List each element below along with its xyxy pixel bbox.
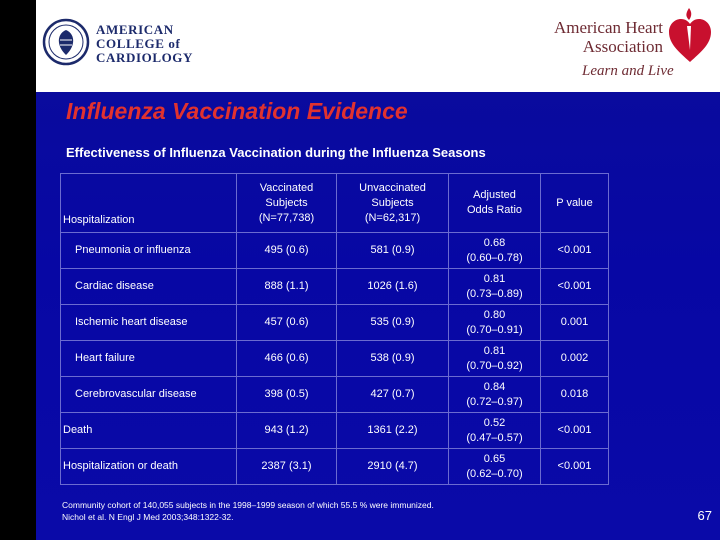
odds-ratio-value: 0.65 [483, 452, 506, 465]
acc-line-2: COLLEGE of [96, 36, 181, 51]
header-hospitalization: Hospitalization [61, 174, 237, 233]
table-header-row [61, 174, 609, 233]
acc-line-3: CARDIOLOGY [96, 50, 194, 65]
unvaccinated-cell: 2910 (4.7) [337, 449, 449, 485]
odds-ratio-cell [449, 413, 541, 449]
footnote-line: Community cohort of 140,055 subjects in the 1998–1999 season of which 55.5 % were immunized. [62, 500, 434, 510]
confidence-interval: (0.70–0.92) [466, 359, 523, 372]
row-label: Heart failure [61, 341, 237, 377]
odds-ratio-cell [449, 341, 541, 377]
unvaccinated-cell: 581 (0.9) [337, 233, 449, 269]
odds-ratio-cell [449, 449, 541, 485]
row-label: Ischemic heart disease [61, 305, 237, 341]
header-or-line: Adjusted [473, 189, 516, 201]
table-row [61, 341, 609, 377]
aha-logo [540, 6, 715, 84]
vaccinated-cell: 943 (1.2) [237, 413, 337, 449]
unvaccinated-cell: 1026 (1.6) [337, 269, 449, 305]
header-vaccinated-line: (N=77,738) [258, 211, 315, 224]
odds-ratio-value: 0.81 [483, 344, 506, 357]
p-value-cell: 0.001 [541, 305, 609, 341]
unvaccinated-cell: 427 (0.7) [337, 377, 449, 413]
table-row [61, 449, 609, 485]
table-row [61, 233, 609, 269]
header-vaccinated-line: Subjects [265, 196, 308, 209]
acc-wordmark [96, 23, 193, 65]
slide-title: Influenza Vaccination Evidence [66, 98, 408, 124]
confidence-interval: (0.62–0.70) [466, 467, 523, 480]
acc-logo [42, 18, 202, 70]
odds-ratio-cell [449, 305, 541, 341]
unvaccinated-cell: 535 (0.9) [337, 305, 449, 341]
confidence-interval: (0.47–0.57) [466, 431, 523, 444]
header-unvaccinated-line: Unvaccinated [359, 181, 426, 194]
row-label: Death [61, 413, 237, 449]
header-adjusted-odds-ratio [449, 174, 541, 233]
header-unvaccinated [337, 174, 449, 233]
p-value-cell: <0.001 [541, 449, 609, 485]
confidence-interval: (0.70–0.91) [466, 323, 523, 336]
aha-tagline: Learn and Live [582, 63, 674, 79]
odds-ratio-value: 0.80 [483, 308, 506, 321]
row-label: Pneumonia or influenza [61, 233, 237, 269]
table-row [61, 305, 609, 341]
vaccinated-cell: 466 (0.6) [237, 341, 337, 377]
vaccinated-cell: 398 (0.5) [237, 377, 337, 413]
table-row [61, 377, 609, 413]
odds-ratio-value: 0.84 [483, 380, 506, 393]
odds-ratio-cell [449, 377, 541, 413]
p-value-cell: 0.018 [541, 377, 609, 413]
row-label: Cerebrovascular disease [61, 377, 237, 413]
row-label: Cardiac disease [61, 269, 237, 305]
vaccination-outcomes-table [60, 173, 609, 485]
vaccinated-cell: 2387 (3.1) [237, 449, 337, 485]
p-value-cell: <0.001 [541, 233, 609, 269]
confidence-interval: (0.60–0.78) [466, 251, 523, 264]
table-row [61, 269, 609, 305]
header-vaccinated [237, 174, 337, 233]
odds-ratio-value: 0.81 [483, 272, 506, 285]
unvaccinated-cell: 1361 (2.2) [337, 413, 449, 449]
odds-ratio-value: 0.52 [483, 416, 506, 429]
p-value-cell: <0.001 [541, 269, 609, 305]
header-vaccinated-line: Vaccinated [259, 181, 314, 194]
table-row [61, 413, 609, 449]
heart-torch-icon [665, 6, 715, 66]
header-p-value: P value [541, 174, 609, 233]
vaccinated-cell: 457 (0.6) [237, 305, 337, 341]
header-unvaccinated-line: Subjects [371, 196, 414, 209]
footnote [62, 499, 434, 523]
unvaccinated-cell: 538 (0.9) [337, 341, 449, 377]
confidence-interval: (0.72–0.97) [466, 395, 523, 408]
slide-subtitle: Effectiveness of Influenza Vaccination during the Influenza Seasons [66, 145, 486, 160]
acc-seal-icon [42, 18, 90, 66]
page-number: 67 [697, 508, 712, 523]
aha-line-1: American Heart [553, 18, 663, 37]
aha-wordmark [554, 18, 663, 56]
odds-ratio-value: 0.68 [483, 236, 506, 249]
aha-line-2: Association [582, 37, 663, 56]
vaccinated-cell: 495 (0.6) [237, 233, 337, 269]
header-or-line: Odds Ratio [466, 204, 523, 216]
header-unvaccinated-line: (N=62,317) [364, 211, 421, 224]
odds-ratio-cell [449, 269, 541, 305]
acc-line-1: AMERICAN [96, 22, 174, 37]
footnote-citation: Nichol et al. N Engl J Med 2003;348:1322-32. [62, 512, 234, 522]
confidence-interval: (0.73–0.89) [466, 287, 523, 300]
vaccinated-cell: 888 (1.1) [237, 269, 337, 305]
row-label: Hospitalization or death [61, 449, 237, 485]
p-value-cell: 0.002 [541, 341, 609, 377]
odds-ratio-cell [449, 233, 541, 269]
p-value-cell: <0.001 [541, 413, 609, 449]
